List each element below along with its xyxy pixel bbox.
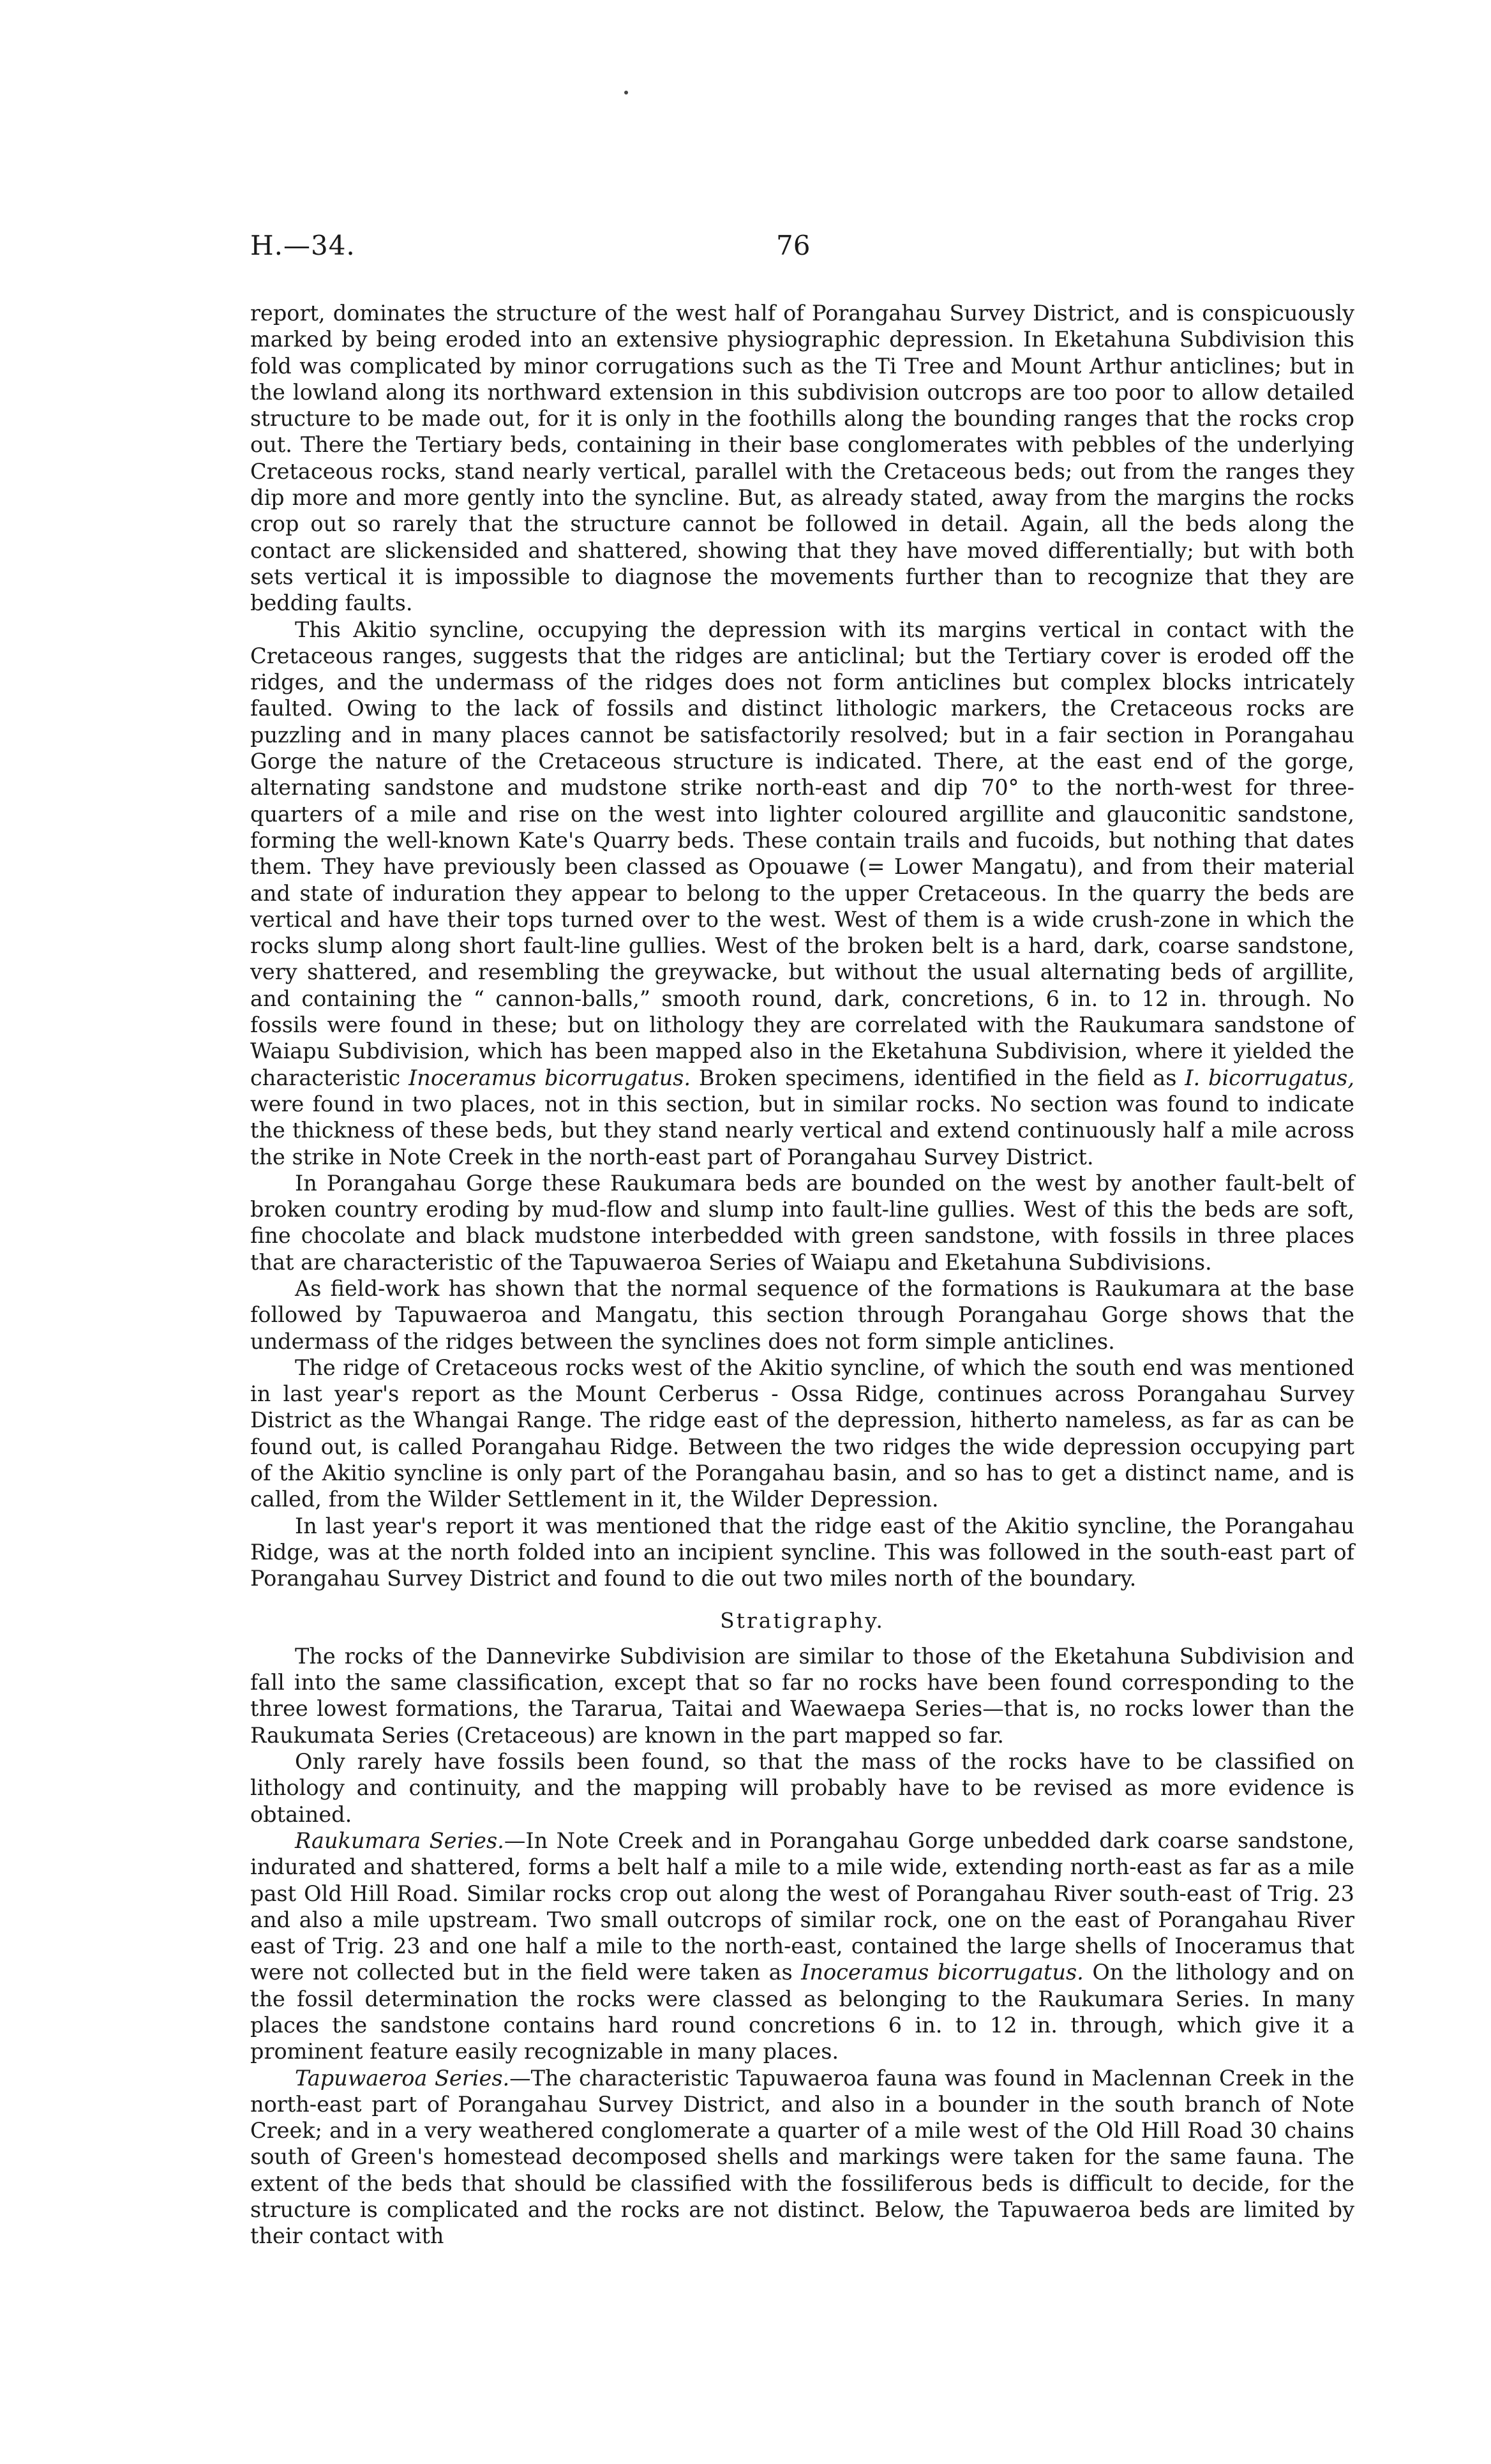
paragraph-text: were found in two places, not in this section, but in similar rocks. No section was found to indicate the thickness of these beds, but they stand nearly vertical and extend continuously half a mile across the strike in Note Creek in the north-east part of Porangahau Survey District.	[250, 1091, 1354, 1169]
page-number: 76	[776, 230, 811, 261]
paragraph-tapuwaeroa	[250, 2065, 1354, 2250]
document-reference: H.—34.	[250, 230, 356, 261]
section-heading	[250, 1607, 1354, 1635]
paragraph: The rocks of the Dannevirke Subdivision are similar to those of the Eketahuna Subdivision and fall into the same classification, except that so far no rocks have been found corresponding to the three lowest formations, the Tararua, Taitai and Waewaepa Series—that is, no rocks lower than the Raukumata Series (Cretaceous) are known in the part mapped so far.	[250, 1643, 1354, 1748]
series-title: Raukumara Series.	[295, 1828, 504, 1853]
paragraph: In last year's report it was mentioned that the ridge east of the Akitio syncline, the Porangahau Ridge, was at the north folded into an incipient syncline. This was followed in the south-east part of Porangahau Survey District and found to die out two miles north of the boundary.	[250, 1513, 1354, 1591]
species-name: Inoceramus bicorrugatus.	[408, 1065, 691, 1090]
scan-speck	[624, 91, 628, 94]
paragraph: As field-work has shown that the normal sequence of the formations is Raukumara at the base followed by Tapuwaeroa and Mangatu, this section through Porangahau Gorge shows that the undermass of the ridges between the synclines does not form simple anticlines.	[250, 1275, 1354, 1354]
section-heading-text: Stratigraphy.	[720, 1607, 885, 1633]
paragraph-text: Broken specimens, identified in the field as	[691, 1065, 1185, 1090]
paragraph: Only rarely have fossils been found, so that the mass of the rocks have to be classified on lithology and continuity, and the mapping will probably have to be revised as more evidence is obtained.	[250, 1749, 1354, 1827]
paragraph-text: This Akitio syncline, occupying the depression with its margins vertical in contact with the Cretaceous ranges, suggests that the ridges are anticlinal; but the Tertiary cover is eroded off the ridges, and the undermass of the ridges does not form anticlines but complex blocks intricately faulted. Owing to the lack of fossils and distinct lithologic markers, the Cretaceous rocks are puzzling and in many places cannot be satisfactorily resolved; but in a fair section in Porangahau Gorge the nature of the Cretaceous structure is indicated. There, at the east end of the gorge, alternating sandstone and mudstone strike north-east and dip 70° to the north-west for three-quarters of a mile and rise on the west into lighter coloured argillite and glauconitic sandstone, forming the well-known Kate's Quarry beds. These contain trails and fucoids, but nothing that dates them. They have previously been classed as Opouawe (= Lower Mangatu), and from their material and state of induration they appear to belong to the upper Cretaceous. In the quarry the beds are vertical and have their tops turned over to the west. West of them is a wide crush-zone in which the rocks slump along short fault-line gullies. West of the broken belt is a hard, dark, coarse sandstone, very shattered, and resembling the greywacke, but without the usual alternating beds of argillite, and containing the “ cannon-balls,” smooth round, dark, concretions, 6 in. to 12 in. through. No fossils were found in these; but on lithology they are correlated with the Raukumara sandstone of Waiapu Subdivision, which has been mapped also in the Eketahuna Subdivision, where it yielded the characteristic	[250, 617, 1354, 1090]
species-name: I. bicorrugatus,	[1185, 1065, 1354, 1090]
page-header	[250, 230, 1356, 268]
document-body	[250, 300, 1354, 2250]
paragraph-text: —In Note Creek and in Porangahau Gorge unbedded dark coarse sandstone, indurated and shattered, forms a belt half a mile to a mile wide, extending north-east as far as a mile past Old Hill Road. Similar rocks crop out along the west of Porangahau River south-east of Trig. 23 and also a mile upstream. Two small outcrops of similar rock, one on the east of Porangahau River east of Trig. 23 and one half a mile to the north-east, contained the large shells of Inoceramus that were not collected but in the field were taken as	[250, 1828, 1354, 1985]
paragraph	[250, 617, 1354, 1170]
paragraph: The ridge of Cretaceous rocks west of the Akitio syncline, of which the south end was mentioned in last year's report as the Mount Cerberus - Ossa Ridge, continues across Porangahau Survey District as the Whangai Range. The ridge east of the depression, hitherto nameless, as far as can be found out, is called Porangahau Ridge. Between the two ridges the wide depression occupying part of the Akitio syncline is only part of the Porangahau basin, and so has to get a distinct name, and is called, from the Wilder Settlement in it, the Wilder Depression.	[250, 1355, 1354, 1512]
paragraph-text: —The characteristic Tapuwaeroa fauna was found in Maclennan Creek in the north-east part of Porangahau Survey District, and also in a bounder in the south branch of Note Creek; and in a very weathered conglomerate a quarter of a mile west of the Old Hill Road 30 chains south of Green's homestead decomposed shells and markings were taken for the same fauna. The extent of the beds that should be classified with the fossiliferous beds is difficult to decide, for the structure is complicated and the rocks are not distinct. Below, the Tapuwaeroa beds are limited by their contact with	[250, 2065, 1354, 2249]
paragraph-raukumara	[250, 1828, 1354, 2065]
paragraph-text: On the lithology and on the fossil determination the rocks were classed as belonging to the Raukumara Series. In many places the sandstone contains hard round concretions 6 in. to 12 in. through, which give it a prominent feature easily recognizable in many places.	[250, 1960, 1354, 2064]
paragraph: In Porangahau Gorge these Raukumara beds are bounded on the west by another fault-belt of broken country eroding by mud-flow and slump into fault-line gullies. West of this the beds are soft, fine chocolate and black mudstone interbedded with green sandstone, with fossils in three places that are characteristic of the Tapuwaeroa Series of Waiapu and Eketahuna Subdivisions.	[250, 1170, 1354, 1275]
species-name: Inoceramus bicorrugatus.	[801, 1960, 1084, 1985]
paragraph: report, dominates the structure of the west half of Porangahau Survey District, and is conspicuously marked by being eroded into an extensive physiographic depression. In Eketahuna Subdivision this fold was complicated by minor corrugations such as the Ti Tree and Mount Arthur anticlines; but in the lowland along its northward extension in this subdivision outcrops are too poor to allow detailed structure to be made out, for it is only in the foothills along the bounding ranges that the rocks crop out. There the Tertiary beds, containing in their base conglomerates with pebbles of the underlying Cretaceous rocks, stand nearly vertical, parallel with the Cretaceous beds; out from the ranges they dip more and more gently into the syncline. But, as already stated, away from the margins the rocks crop out so rarely that the structure cannot be followed in detail. Again, all the beds along the contact are slickensided and shattered, showing that they have moved differentially; but with both sets vertical it is impossible to diagnose the movements further than to recognize that they are bedding faults.	[250, 301, 1354, 616]
series-title: Tapuwaeroa Series.	[295, 2065, 510, 2091]
